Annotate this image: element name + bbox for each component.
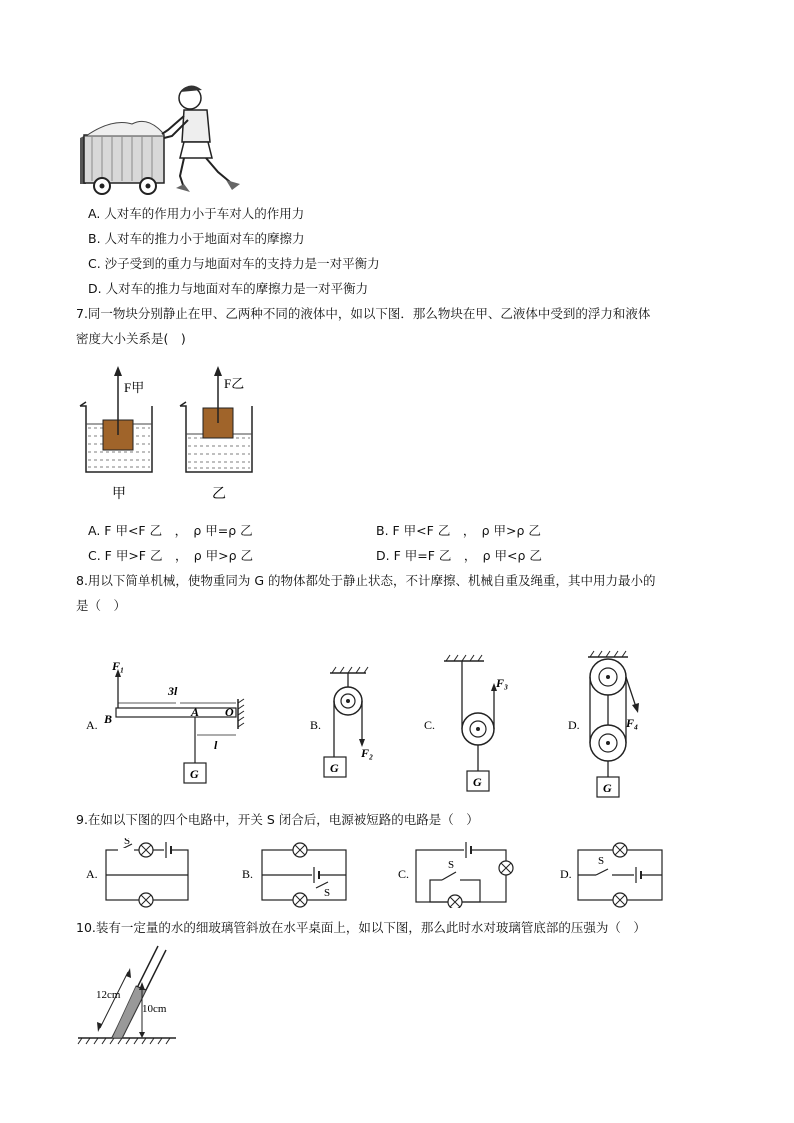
circuit-c-label: C. xyxy=(398,867,410,881)
option-c-label: C. xyxy=(424,718,436,732)
weight-b-g: G xyxy=(330,761,339,775)
label-f-jia: F甲 xyxy=(124,380,145,395)
q6-option-a: A. 人对车的作用力小于车对人的作用力 xyxy=(88,206,305,221)
label-3l: 3l xyxy=(168,684,178,698)
q10-stem: 10.装有一定量的水的细玻璃管斜放在水平桌面上，如以下图，那么此时水对玻璃管底部的压强为（ ） xyxy=(76,920,646,935)
beakers-figure xyxy=(76,362,256,507)
switch-d-s: S xyxy=(598,855,605,867)
weight-a-g: G xyxy=(190,767,199,781)
circuit-a-label: A. xyxy=(86,867,98,881)
q6-option-c: C. 沙子受到的重力与地面对车的支持力是一对平衡力 xyxy=(88,256,380,271)
option-a-label: A. xyxy=(86,718,98,732)
label-f1: F₁ xyxy=(112,659,125,673)
simple-machines-figure xyxy=(80,645,720,805)
q7-stem-line2: 密度大小关系是( ) xyxy=(76,331,186,346)
q6-option-d: D. 人对车的推力与地面对车的摩擦力是一对平衡力 xyxy=(88,281,369,296)
circuit-b-label: B. xyxy=(242,867,254,881)
q7-option-a: A. F 甲<F 乙 ， ρ 甲=ρ 乙 xyxy=(88,523,253,538)
circuit-d-label: D. xyxy=(560,867,572,881)
tilted-tube-figure xyxy=(76,942,186,1046)
weight-d-g: G xyxy=(603,781,612,795)
q7-option-c: C. F 甲>F 乙 ， ρ 甲>ρ 乙 xyxy=(88,548,254,563)
option-d-label: D. xyxy=(568,718,580,732)
label-f3: F₃ xyxy=(496,676,509,690)
label-f-yi: F乙 xyxy=(224,376,245,391)
label-jia: 甲 xyxy=(112,487,126,502)
label-f4: F₄ xyxy=(626,716,639,730)
switch-b-s: S xyxy=(324,887,331,899)
q7-option-d: D. F 甲=F 乙 ， ρ 甲<ρ 乙 xyxy=(376,548,542,563)
label-12cm: 12cm xyxy=(96,989,121,1001)
q8-stem-line1: 8.用以下简单机械，使物重同为 G 的物体都处于静止状态，不计摩擦、机械自重及绳重，其中用力最小的 xyxy=(76,573,656,588)
q6-option-b: B. 人对车的推力小于地面对车的摩擦力 xyxy=(88,231,305,246)
label-f2: F₂ xyxy=(361,746,374,760)
label-10cm: 10cm xyxy=(142,1003,167,1015)
label-b: B xyxy=(104,712,113,726)
circuits-figure xyxy=(80,838,680,908)
q8-stem-line2: 是（ ） xyxy=(76,598,127,613)
label-yi: 乙 xyxy=(212,487,226,502)
q7-option-b: B. F 甲<F 乙 ， ρ 甲>ρ 乙 xyxy=(376,523,541,538)
boy-pushing-cart-figure xyxy=(72,80,252,198)
q7-stem-line1: 7.同一物块分别静止在甲、乙两种不同的液体中，如以下图．那么物块在甲、乙液体中受到的浮力和液体 xyxy=(76,306,651,321)
switch-c-s: S xyxy=(448,859,455,871)
option-b-label: B. xyxy=(310,718,322,732)
label-o: O xyxy=(225,705,234,719)
weight-c-g: G xyxy=(473,775,482,789)
switch-a-s: S xyxy=(124,838,131,847)
label-a: A xyxy=(191,705,200,719)
q9-stem: 9.在如以下图的四个电路中，开关 S 闭合后，电源被短路的电路是（ ） xyxy=(76,812,479,827)
label-l: l xyxy=(214,738,218,752)
